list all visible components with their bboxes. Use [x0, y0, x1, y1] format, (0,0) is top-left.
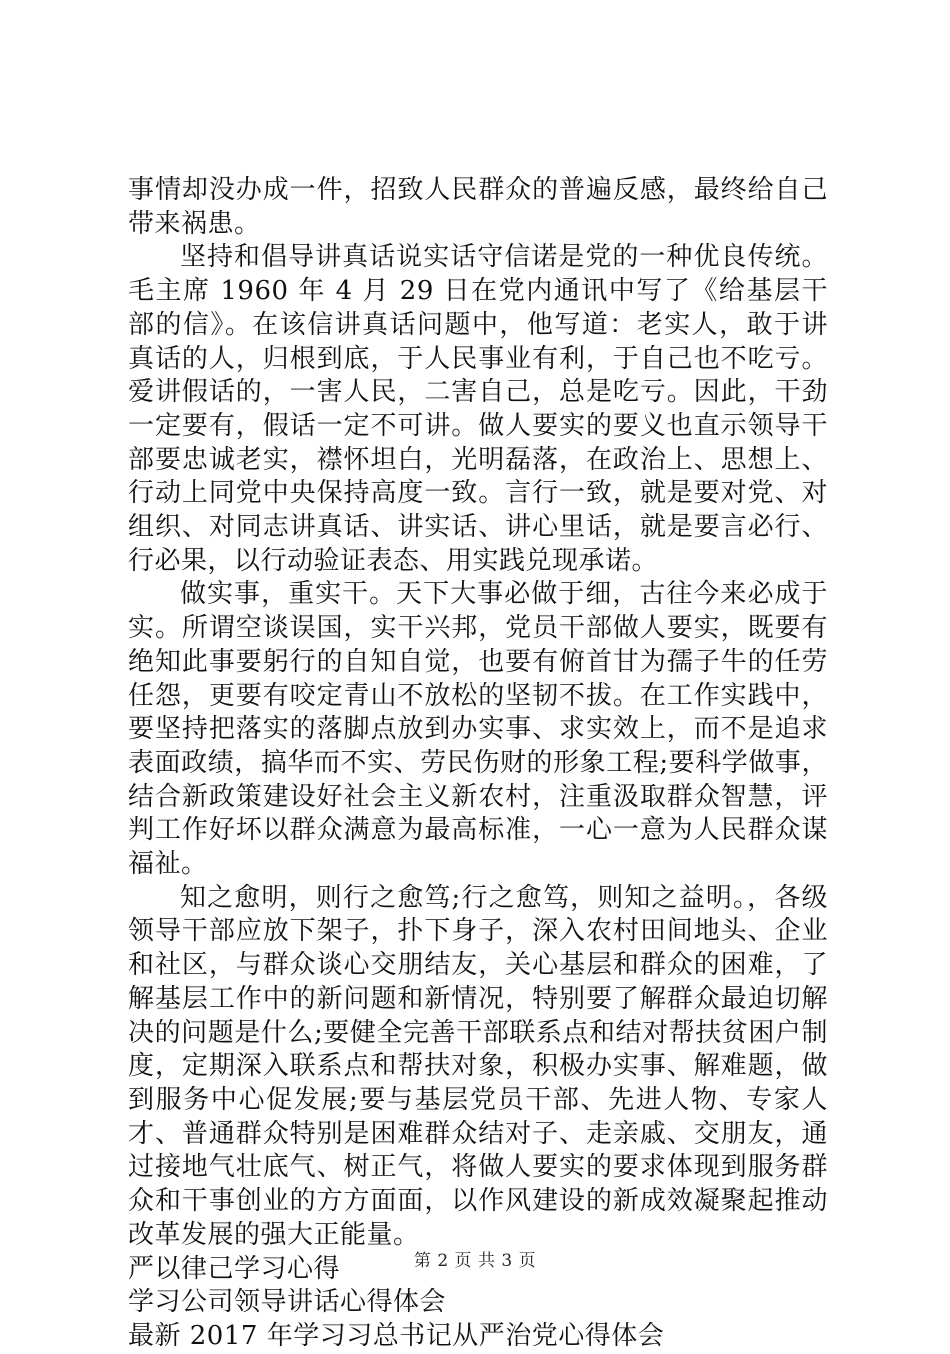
document-body [128, 174, 828, 1354]
page-number-footer: 第 2 页 共 3 页 [413, 1251, 537, 1271]
paragraph-practical-work: 做实事，重实干。天下大事必做于细，古往今来必成于实。所谓空谈误国，实干兴邦，党员干部做人要实，既要有绝知此事要躬行的自知自觉，也要有俯首甘为孺子牛的任劳任怨，更要有咬定青山不放松的坚韧不拔。在工作实践中，要坚持把落实的落脚点放到办实事、求实效上，而不是追求表面政绩，搞华而不实、劳民伤财的形象工程;要科学做事，结合新政策建设好社会主义新农村，注重汲取群众智慧，评判工作好坏以群众满意为最高标准，一心一意为人民群众谋福祉。 [128, 579, 828, 880]
paragraph-truthfulness: 坚持和倡导讲真话说实话守信诺是党的一种优良传统。毛主席 1960 年 4 月 29 日在党内通讯中写了《给基层干部的信》。在该信讲真话问题中，他写道：老实人，敢于讲真话的人，归根到底，于人民事业有利，于自己也不吃亏。爱讲假话的，一害人民，二害自己，总是吃亏。因此，干劲一定要有，假话一定不可讲。做人要实的要义也直示领导干部要忠诚老实，襟怀坦白，光明磊落，在政治上、思想上、行动上同党中央保持高度一致。言行一致，就是要对党、对组织、对同志讲真话、讲实话、讲心里话，就是要言必行、行必果，以行动验证表态、用实践兑现承诺。 [128, 242, 828, 576]
related-link-2[interactable]: 学习公司领导讲话心得体会 [128, 1287, 447, 1318]
related-link-1[interactable]: 严以律己学习心得 [128, 1253, 341, 1284]
related-link-3[interactable]: 最新 2017 年学习习总书记从严治党心得体会 [128, 1320, 665, 1351]
paragraph-continuation: 事情却没办成一件，招致人民群众的普遍反感，最终给自己带来祸患。 [128, 175, 828, 239]
paragraph-knowledge-action: 知之愈明，则行之愈笃;行之愈笃，则知之益明。，各级领导干部应放下架子，扑下身子，深入农村田间地头、企业和社区，与群众谈心交朋结友，关心基层和群众的困难，了解基层工作中的新问题和新情况，特别要了解群众最迫切解决的问题是什么;要健全完善干部联系点和结对帮扶贫困户制度，定期深入联系点和帮扶对象，积极办实事、解难题，做到服务中心促发展;要与基层党员干部、先进人物、专家人才、普通群众特别是困难群众结对子、走亲戚、交朋友，通过接地气壮底气、树正气，将做人要实的要求体现到服务群众和干事创业的方方面面，以作风建设的新成效凝聚起推动改革发展的强大正能量。 [128, 882, 828, 1250]
